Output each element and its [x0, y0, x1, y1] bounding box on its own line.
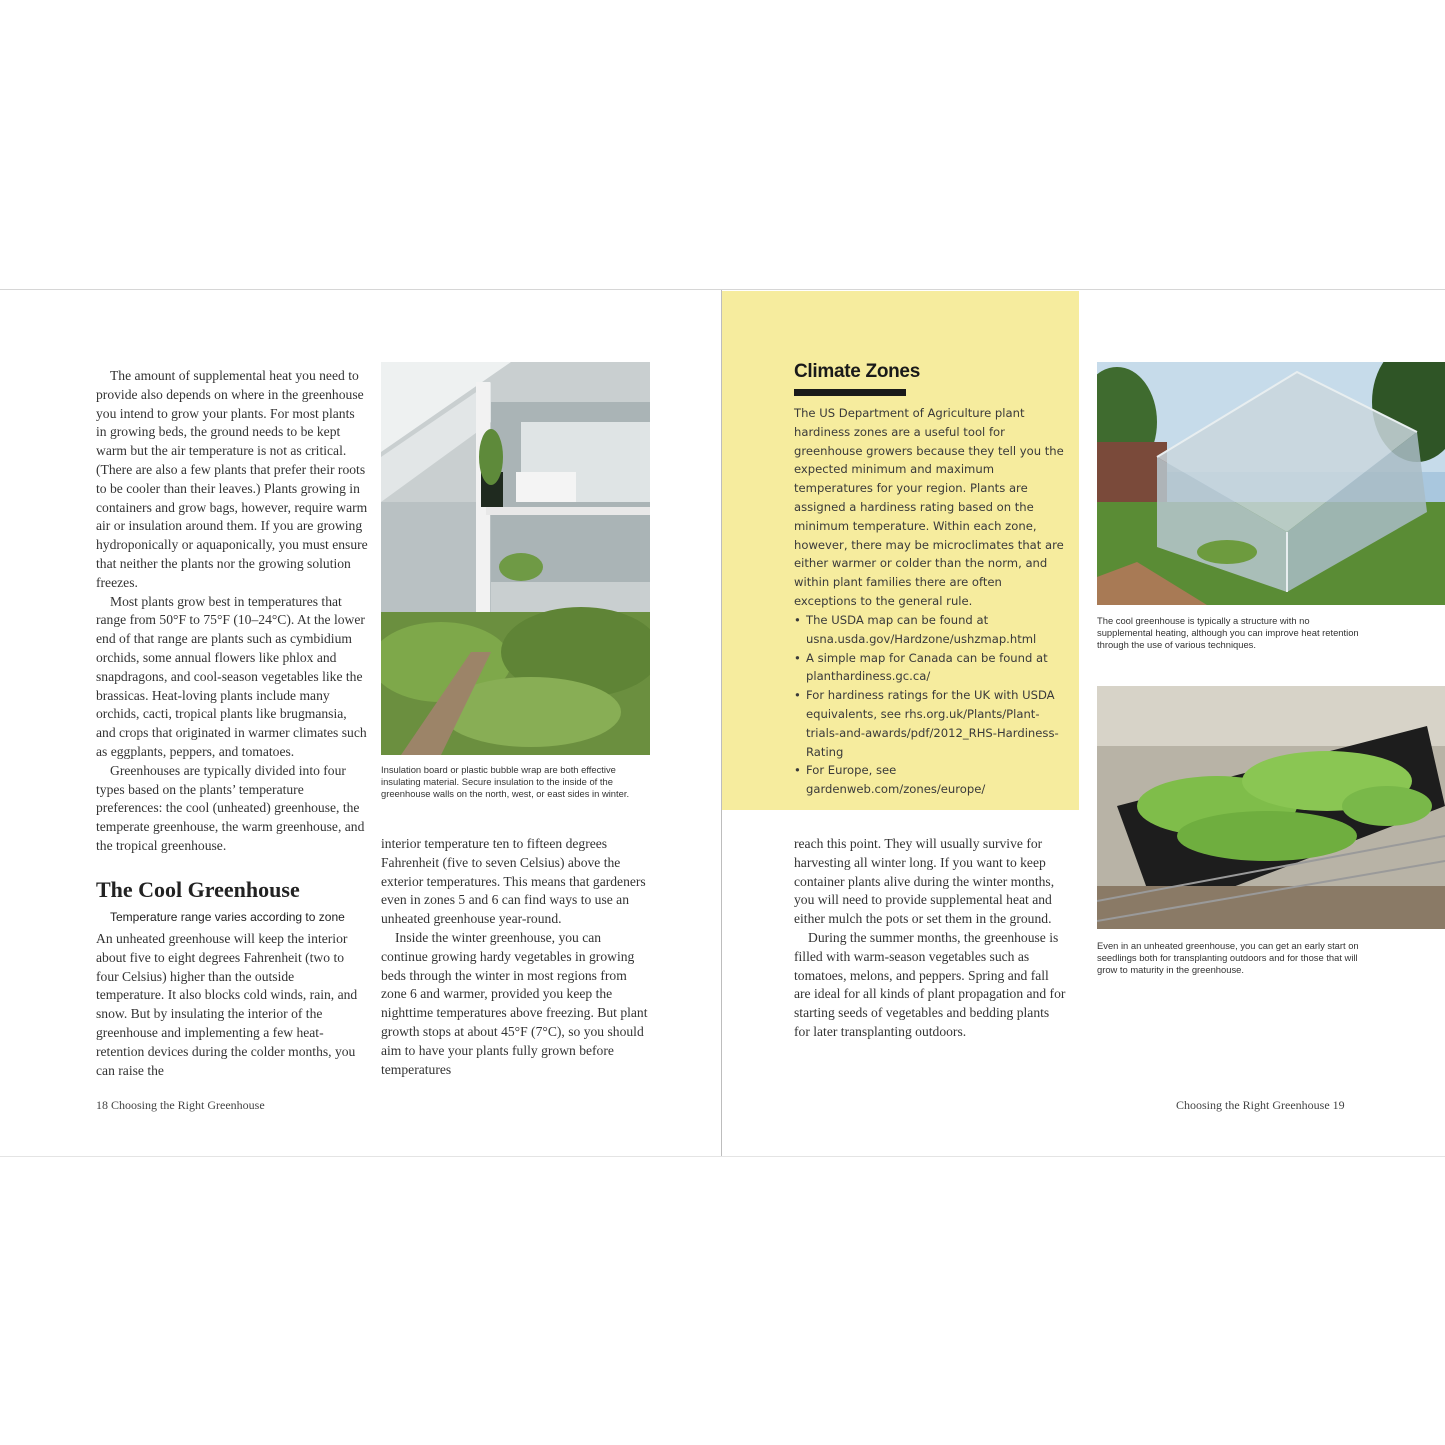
sidebar-title: Climate Zones: [794, 361, 920, 382]
photo-caption: Insulation board or plastic bubble wrap are both effective insulating material. Secure insulation to the inside of the greenhouse walls on the north, west, or east sides in winter.: [381, 764, 630, 799]
body-paragraph: interior temperature ten to fifteen degrees Fahrenheit (five to seven Celsius) above the exterior temperatures. This means that gardeners even in zones 5 and 6 can find ways to use an unheated greenhouse year-round.: [381, 836, 646, 927]
body-paragraph: During the summer months, the greenhouse is filled with warm-season vegetables such as tomatoes, melons, and peppers. Spring and fall are ideal for all kinds of plant propagation and for starting seeds of vegetables and bedding plants for later transplanting outdoors.: [794, 929, 1066, 1039]
left-folio: 18 Choosing the Right Greenhouse: [96, 1098, 265, 1112]
sidebar-link-list: [794, 611, 1066, 799]
sidebar-body: The US Department of Agriculture plant hardiness zones are a useful tool for greenhouse growers because they tell you the expected minimum and maximum temperatures for your region. Plants are assigned a hardiness rating based on the minimum temperature. Within each zone, however, there may be microclimates that are either warmer or colder than the norm, and within plant families there are often exceptions to the general rule.: [794, 406, 1064, 608]
book-spread: [0, 289, 1445, 1157]
body-paragraph: Most plants grow best in temperatures that range from 50°F to 75°F (10–24°C). At the lower end of that range are plants such as cymbidium orchids, some annual flowers like phlox and snapdragons, and cool-season vegetables like the brassicas. Heat-loving plants include many orchids, cacti, tropical plants like brugmansia, and crops that originated in warmer climates such as eggplants, peppers, and tomatoes.: [96, 593, 367, 759]
right-column: [794, 835, 1068, 1042]
body-paragraph: reach this point. They will usually survive for harvesting all winter long. If you want to keep container plants alive during the winter months, you will need to provide supplemental heat and either mulch the pots or set them in the ground.: [794, 836, 1055, 927]
list-item: • For Europe, see gardenweb.com/zones/europe/: [794, 761, 1066, 799]
body-paragraph: Inside the winter greenhouse, you can continue growing hardy vegetables in growing beds through the winter in most regions from zone 6 and warmer, provided you keep the nighttime temperatures above freezing. But plant growth stops at about 45°F (7°C), so you should aim to have your plants fully grown before temperatures: [381, 929, 648, 1077]
second-column: [381, 835, 649, 1079]
body-paragraph: The amount of supplemental heat you need to provide also depends on where in the greenhouse you intend to grow your plants. For most plants in growing beds, the ground needs to be kept warm but the air temperature is not as critical. (There are also a few plants that prefer their roots to be cooler than their leaves.) Plants growing in containers and grow bags, however, require warm air or insulation around them. If you are growing hydroponically or aquaponically, you must ensure that neither the plants nor the growing solution freezes.: [96, 368, 368, 590]
glass-greenhouse-photo: [1097, 362, 1445, 605]
subheading: Temperature range varies according to zone: [110, 910, 345, 924]
insulated-greenhouse-photo: [381, 362, 650, 755]
body-paragraph: An unheated greenhouse will keep the interior about five to eight degrees Fahrenheit (two to four Celsius) higher than the outside temperature. It also blocks cold winds, rain, and snow. But by insulating the interior of the greenhouse and implementing a few heat-retention devices during the colder months, you can raise the: [96, 931, 358, 1078]
section-heading: The Cool Greenhouse: [96, 877, 300, 902]
climate-zones-sidebar: [722, 291, 1079, 810]
list-item: • For hardiness ratings for the UK with USDA equivalents, see rhs.org.uk/Plants/Plant-trials-and-awards/pdf/2012_RHS-Hardiness-Rating: [794, 686, 1066, 761]
photo-caption: The cool greenhouse is typically a structure with no supplemental heating, although you can improve heat retention through the use of various techniques.: [1097, 615, 1359, 650]
list-item: • The USDA map can be found at usna.usda.gov/Hardzone/ushzmap.html: [794, 611, 1066, 649]
body-paragraph: Greenhouses are typically divided into four types based on the plants’ temperature preferences: the cool (unheated) greenhouse, the temperate greenhouse, the warm greenhouse, and the tropical greenhouse.: [96, 762, 365, 853]
list-item: • A simple map for Canada can be found at planthardiness.gc.ca/: [794, 649, 1066, 687]
section-column: [96, 930, 358, 1080]
intro-column: [96, 367, 368, 856]
right-folio: Choosing the Right Greenhouse 19: [1176, 1098, 1345, 1112]
photo-caption: Even in an unheated greenhouse, you can get an early start on seedlings both for transplanting outdoors and for those that will grow to maturity in the greenhouse.: [1097, 940, 1359, 975]
sidebar-rule: [794, 389, 906, 396]
seedling-trays-photo: [1097, 686, 1445, 929]
